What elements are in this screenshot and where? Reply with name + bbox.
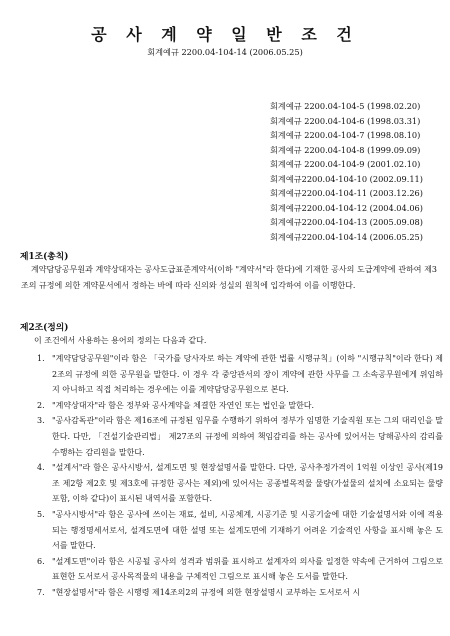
definition-item [37, 398, 443, 414]
definition-item [37, 460, 443, 507]
item-text: "계약담당공무원"이라 함은 「국가를 당사자로 하는 계약에 관한 법률 시행규칙」(이하 "시행규칙"이라 한다) 제2조의 규정에 의한 공무원을 말한다. 이 경우 각 중앙관서의 장이 계약에 관한 사무를 그 소속공무원에게 위임하지 아니하고 직접 처리하는 경우에는 이를 계약담당공무원으로 본다. [52, 354, 443, 395]
article-1-text: 계약담당공무원과 계약상대자는 공사도급표준계약서(이하 "계약서"라 한다)에 기재한 공사의 도급계약에 관하여 제3조의 규정에 의한 계약문서에서 정하는 바에 따라 신의와 성실의 원칙에 입각하여 이를 이행한다. [21, 265, 437, 290]
definition-item [37, 351, 443, 398]
item-number: 4. [37, 463, 45, 473]
item-text: "현장설명서"라 함은 시행령 제14조의2의 규정에 의한 현장설명시 교부하는 도서로서 시 [52, 587, 361, 597]
revision-entry: 회계예규2200.04-104-14 (2006.05.25) [270, 231, 423, 242]
revision-entry: 회계예규2200.04-104-12 (2004.04.06) [270, 202, 423, 213]
item-number: 7. [37, 587, 45, 597]
article-1-title: 제1조(총칙) [20, 252, 69, 262]
document-subtitle: 회계예규 2200.04-104-14 (2006.05.25) [147, 47, 303, 57]
revision-entry: 회계예규2200.04-104-13 (2005.09.08) [270, 217, 423, 227]
item-text: "설계도면"이라 함은 시공될 공사의 성격과 범위를 표시하고 설계자의 의사를 일정한 약속에 근거하여 그림으로 표현한 도서로서 공사목적물의 내용을 구체적인 그림으로 표시해 놓은 도서를 말한다. [52, 556, 443, 582]
definition-item [37, 585, 443, 601]
revision-entry: 회계예규 2200.04-104-9 (2001.02.10) [270, 159, 421, 169]
item-number: 2. [37, 400, 45, 410]
item-number: 6. [37, 556, 45, 566]
article-2-title: 제2조(정의) [20, 323, 69, 333]
revision-entry: 회계예규2200.04-104-11 (2003.12.26) [270, 188, 423, 198]
item-text: "설계서"라 함은 공사시방서, 설계도면 및 현장설명서를 말한다. 다만, 공사추정가격이 1억원 이상인 공사(제19조 제2항 제2호 및 제3호에 규정한 공사는 제외)에 있어서는 공종별목적물 물량(가설물의 설치에 소요되는 물량포함, 이하 같다)이 표시된 내역서를 포함한다. [52, 463, 443, 504]
item-number: 5. [37, 509, 45, 519]
revision-entry: 회계예규 2200.04-104-6 (1998.03.31) [270, 115, 421, 126]
item-text: "공사시방서"라 함은 공사에 쓰이는 재료, 설비, 시공체계, 시공기준 및 시공기술에 대한 기술설명서와 이에 적용되는 행정명세서로서, 설계도면에 대한 설명 또는 설계도면에 기재하기 어려운 기술적인 사항을 표시해 놓은 도서를 말한다. [52, 509, 443, 551]
revision-history [270, 99, 450, 244]
definition-list [37, 351, 443, 601]
definition-item [37, 507, 443, 554]
revision-entry: 회계예규2200.04-104-10 (2002.09.11) [270, 173, 423, 184]
item-text: "공사감독관"이라 함은 제16조에 규정된 임무를 수행하기 위하여 정부가 임명한 기술직원 또는 그의 대리인을 말한다. 다만, 「건설기술관리법」 제27조의 규정에 의하여 책임감리를 하는 공사에 있어서는 당해공사의 감리를 수행하는 감리원을 말한다. [52, 416, 443, 457]
definition-item [37, 554, 443, 585]
item-number: 3. [37, 416, 45, 426]
definition-item [37, 413, 443, 460]
item-text: "계약상대자"라 함은 정부와 공사계약을 체결한 자연인 또는 법인을 말한다. [52, 400, 315, 410]
revision-entry: 회계예규 2200.04-104-5 (1998.02.20) [270, 101, 421, 111]
revision-entry: 회계예규 2200.04-104-8 (1999.09.09) [270, 144, 421, 155]
document-title: 공 사 계 약 일 반 조 건 [91, 25, 359, 44]
article-1-body [21, 262, 437, 293]
article-2-intro: 이 조건에서 사용하는 용어의 정의는 다음과 같다. [34, 336, 207, 345]
item-number: 1. [37, 354, 45, 363]
revision-entry: 회계예규 2200.04-104-7 (1998.08.10) [270, 130, 421, 140]
